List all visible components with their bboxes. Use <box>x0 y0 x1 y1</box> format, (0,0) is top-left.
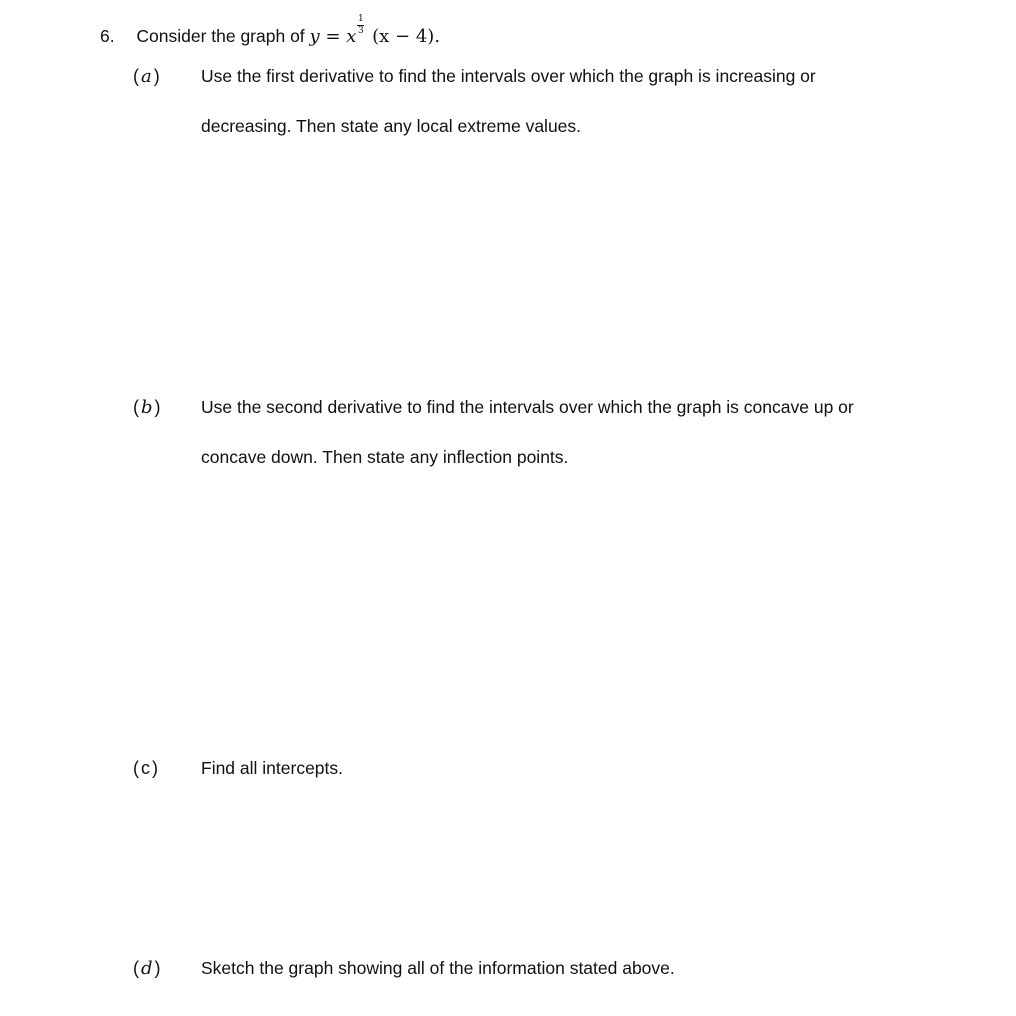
part-a-text-line-2: decreasing. Then state any local extreme values. <box>201 116 582 136</box>
problem-header <box>100 15 440 48</box>
problem-intro: Consider the graph of <box>136 26 310 46</box>
part-a-letter: a <box>141 66 152 87</box>
part-d-letter: d <box>141 958 153 979</box>
problem-number: 6. <box>100 26 115 46</box>
part-b-text-line-2: concave down. Then state any inflection points. <box>201 447 569 467</box>
equation-equals: = <box>325 26 341 47</box>
equation-factor: (x − 4) <box>372 26 435 47</box>
part-d-label: ( d ) <box>133 958 161 979</box>
equation-lhs: y <box>309 26 320 47</box>
part-b-letter: b <box>141 397 153 418</box>
part-c-letter: c <box>141 758 150 778</box>
part-c-text-line-1: Find all intercepts. <box>201 758 344 778</box>
exponent-denominator: 3 <box>358 26 364 36</box>
equation-base: x <box>346 26 357 47</box>
part-b-text-line-1: Use the second derivative to find the intervals over which the graph is concave up or <box>201 397 854 417</box>
part-a-text-line-1: Use the first derivative to find the intervals over which the graph is increasing or <box>201 66 816 86</box>
part-c-label: ( c ) <box>133 758 158 778</box>
part-a-label: ( a ) <box>133 66 160 87</box>
part-d-text-line-1: Sketch the graph showing all of the information stated above. <box>201 958 675 978</box>
part-b-label: ( b ) <box>133 397 161 418</box>
equation <box>309 14 441 47</box>
equation-exponent <box>357 15 364 36</box>
equation-end: . <box>434 26 441 47</box>
exponent-numerator: 1 <box>358 14 364 24</box>
